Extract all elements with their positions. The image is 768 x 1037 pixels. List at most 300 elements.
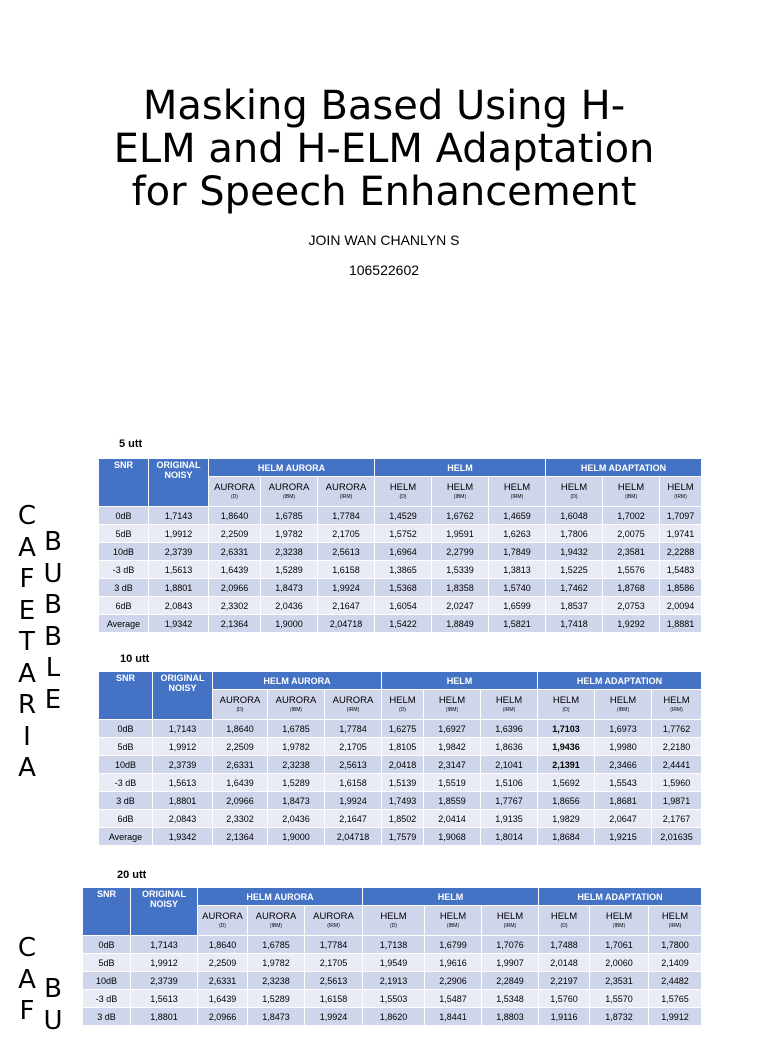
title-line: for Speech Enhancement bbox=[0, 171, 768, 214]
value-cell: 2,3739 bbox=[131, 972, 198, 990]
value-cell: 1,5139 bbox=[382, 774, 424, 792]
value-cell: 1,7806 bbox=[546, 525, 603, 543]
subheader-main: HELM bbox=[652, 695, 701, 707]
value-cell: 1,6263 bbox=[489, 525, 546, 543]
value-cell: 1,5613 bbox=[153, 774, 213, 792]
header-group: HELM bbox=[363, 888, 539, 906]
subheader-mask: (IRM) bbox=[482, 923, 538, 930]
value-cell: 1,9912 bbox=[149, 525, 209, 543]
value-cell: 1,9842 bbox=[424, 738, 481, 756]
subheader-main: HELM bbox=[538, 695, 594, 707]
value-cell: 1,6158 bbox=[318, 561, 375, 579]
snr-cell: 0dB bbox=[99, 720, 153, 738]
letter: U bbox=[42, 1006, 64, 1037]
table-row bbox=[99, 828, 702, 846]
value-cell: 1,5692 bbox=[538, 774, 595, 792]
header-group: HELM AURORA bbox=[198, 888, 363, 906]
value-cell: 1,8636 bbox=[481, 738, 538, 756]
results-table bbox=[98, 671, 702, 846]
value-cell: 1,8502 bbox=[382, 810, 424, 828]
value-cell: 1,8801 bbox=[149, 579, 209, 597]
value-cell: 1,8105 bbox=[382, 738, 424, 756]
value-cell: 2,5613 bbox=[325, 756, 382, 774]
header-group: HELM ADAPTATION bbox=[539, 888, 702, 906]
letter: E bbox=[16, 596, 38, 628]
value-cell: 1,5106 bbox=[481, 774, 538, 792]
value-cell: 2,6331 bbox=[209, 543, 261, 561]
subheader-cell bbox=[363, 906, 425, 936]
letter: A bbox=[16, 965, 38, 997]
subheader-cell bbox=[538, 690, 595, 720]
value-cell: 1,9829 bbox=[538, 810, 595, 828]
header-row bbox=[99, 459, 702, 477]
subheader-mask: (IBM) bbox=[268, 707, 324, 714]
table-row bbox=[99, 615, 702, 633]
value-cell: 1,5613 bbox=[131, 990, 198, 1008]
value-cell: 1,9292 bbox=[603, 615, 660, 633]
value-cell: 1,6762 bbox=[432, 507, 489, 525]
value-cell: 2,0436 bbox=[261, 597, 318, 615]
value-cell: 2,1705 bbox=[318, 525, 375, 543]
letter: L bbox=[42, 653, 64, 685]
value-cell: 1,6599 bbox=[489, 597, 546, 615]
subheader-mask: (IBM) bbox=[425, 923, 481, 930]
header-group: HELM ADAPTATION bbox=[546, 459, 702, 477]
value-cell: 1,8640 bbox=[198, 936, 248, 954]
value-cell: 1,4529 bbox=[375, 507, 432, 525]
value-cell: 1,8849 bbox=[432, 615, 489, 633]
value-cell: 1,9782 bbox=[261, 525, 318, 543]
value-cell: 2,0418 bbox=[382, 756, 424, 774]
value-cell: 1,3865 bbox=[375, 561, 432, 579]
value-cell: 2,0247 bbox=[432, 597, 489, 615]
table-row bbox=[83, 990, 702, 1008]
value-cell: 1,5487 bbox=[425, 990, 482, 1008]
subheader-cell bbox=[268, 690, 325, 720]
table-row bbox=[99, 774, 702, 792]
value-cell: 1,5289 bbox=[268, 774, 325, 792]
snr-cell: 3 dB bbox=[83, 1008, 131, 1026]
value-cell: 1,6048 bbox=[546, 507, 603, 525]
table-row bbox=[83, 936, 702, 954]
table-row bbox=[99, 543, 702, 561]
bubble-vertical-label bbox=[42, 527, 64, 716]
subheader-cell bbox=[424, 690, 481, 720]
value-cell: 2,3238 bbox=[261, 543, 318, 561]
value-cell: 1,8559 bbox=[424, 792, 481, 810]
value-cell: 1,7143 bbox=[153, 720, 213, 738]
letter: A bbox=[16, 659, 38, 691]
value-cell: 2,2180 bbox=[652, 738, 702, 756]
subheader-cell bbox=[213, 690, 268, 720]
table-row bbox=[83, 1008, 702, 1026]
value-cell: 2,2509 bbox=[213, 738, 268, 756]
value-cell: 2,3238 bbox=[268, 756, 325, 774]
value-cell: 1,9342 bbox=[153, 828, 213, 846]
value-cell: 1,9549 bbox=[363, 954, 425, 972]
subheader-mask: (IRM) bbox=[325, 707, 381, 714]
value-cell: 1,8684 bbox=[538, 828, 595, 846]
table-row bbox=[99, 792, 702, 810]
letter: R bbox=[16, 690, 38, 722]
value-cell: 1,7462 bbox=[546, 579, 603, 597]
value-cell: 1,5765 bbox=[649, 990, 702, 1008]
subheader-cell bbox=[481, 690, 538, 720]
value-cell: 2,0647 bbox=[595, 810, 652, 828]
subheader-main: HELM bbox=[382, 695, 423, 707]
value-cell: 2,2509 bbox=[209, 525, 261, 543]
value-cell: 1,5570 bbox=[590, 990, 649, 1008]
value-cell: 2,4441 bbox=[652, 756, 702, 774]
table-label: 20 utt bbox=[117, 869, 146, 881]
value-cell: 1,9068 bbox=[424, 828, 481, 846]
subheader-mask: (IRM) bbox=[649, 923, 701, 930]
value-cell: 1,5289 bbox=[261, 561, 318, 579]
value-cell: 1,9616 bbox=[425, 954, 482, 972]
author-name: JOIN WAN CHANLYN S bbox=[0, 232, 768, 248]
header-original-noisy: ORIGINAL NOISY bbox=[149, 459, 209, 507]
value-cell: 1,9782 bbox=[268, 738, 325, 756]
subheader-main: HELM bbox=[590, 911, 648, 923]
value-cell: 1,9215 bbox=[595, 828, 652, 846]
value-cell: 2,6331 bbox=[213, 756, 268, 774]
subheader-main: AURORA bbox=[209, 482, 260, 494]
snr-cell: 0dB bbox=[83, 936, 131, 954]
value-cell: 1,7138 bbox=[363, 936, 425, 954]
value-cell: 2,0436 bbox=[268, 810, 325, 828]
header-row bbox=[99, 672, 702, 690]
snr-cell: 3 dB bbox=[99, 579, 149, 597]
snr-cell: 6dB bbox=[99, 810, 153, 828]
subheader-main: HELM bbox=[481, 695, 537, 707]
value-cell: 1,9741 bbox=[660, 525, 702, 543]
subheader-mask: (IBM) bbox=[603, 494, 659, 501]
subheader-main: HELM bbox=[603, 482, 659, 494]
value-cell: 1,5422 bbox=[375, 615, 432, 633]
header-group: HELM ADAPTATION bbox=[538, 672, 702, 690]
value-cell: 1,8681 bbox=[595, 792, 652, 810]
value-cell: 1,6785 bbox=[268, 720, 325, 738]
value-cell: 1,5960 bbox=[652, 774, 702, 792]
subheader-cell bbox=[325, 690, 382, 720]
value-cell: 1,8441 bbox=[425, 1008, 482, 1026]
snr-cell: 10dB bbox=[99, 543, 149, 561]
subheader-mask: (IRM) bbox=[305, 923, 362, 930]
table-row bbox=[99, 597, 702, 615]
value-cell: 2,2799 bbox=[432, 543, 489, 561]
value-cell: 1,3813 bbox=[489, 561, 546, 579]
subheader-main: HELM bbox=[595, 695, 651, 707]
value-cell: 2,1705 bbox=[325, 738, 382, 756]
subheader-main: HELM bbox=[546, 482, 602, 494]
header-group: HELM bbox=[382, 672, 538, 690]
value-cell: 1,5821 bbox=[489, 615, 546, 633]
value-cell: 1,9871 bbox=[652, 792, 702, 810]
value-cell: 1,5483 bbox=[660, 561, 702, 579]
header-row bbox=[83, 888, 702, 906]
value-cell: 1,8801 bbox=[131, 1008, 198, 1026]
table-label: 10 utt bbox=[120, 653, 149, 665]
subheader-main: AURORA bbox=[198, 911, 247, 923]
value-cell: 1,9912 bbox=[131, 954, 198, 972]
subheader-cell bbox=[539, 906, 590, 936]
subheader-cell bbox=[595, 690, 652, 720]
value-cell: 1,5368 bbox=[375, 579, 432, 597]
subheader-main: HELM bbox=[432, 482, 488, 494]
subheader-cell bbox=[482, 906, 539, 936]
value-cell: 1,9912 bbox=[153, 738, 213, 756]
value-cell: 2,2509 bbox=[198, 954, 248, 972]
letter: F bbox=[16, 996, 38, 1028]
subheader-mask: (IRM) bbox=[652, 707, 701, 714]
value-cell: 1,6785 bbox=[261, 507, 318, 525]
value-cell: 2,3466 bbox=[595, 756, 652, 774]
table-row bbox=[99, 525, 702, 543]
value-cell: 2,0094 bbox=[660, 597, 702, 615]
value-cell: 2,1913 bbox=[363, 972, 425, 990]
subheader-cell bbox=[209, 477, 261, 507]
subheader-main: HELM bbox=[489, 482, 545, 494]
letter: I bbox=[16, 722, 38, 754]
letter: A bbox=[16, 533, 38, 565]
header-group: HELM AURORA bbox=[209, 459, 375, 477]
value-cell: 1,5225 bbox=[546, 561, 603, 579]
letter: T bbox=[16, 627, 38, 659]
value-cell: 1,8881 bbox=[660, 615, 702, 633]
value-cell: 1,7767 bbox=[481, 792, 538, 810]
value-cell: 2,0843 bbox=[149, 597, 209, 615]
value-cell: 1,8586 bbox=[660, 579, 702, 597]
subheader-cell bbox=[425, 906, 482, 936]
value-cell: 1,5348 bbox=[482, 990, 539, 1008]
value-cell: 2,1364 bbox=[213, 828, 268, 846]
value-cell: 1,8620 bbox=[363, 1008, 425, 1026]
letter: C bbox=[16, 933, 38, 965]
value-cell: 1,7143 bbox=[131, 936, 198, 954]
header-original-noisy: ORIGINAL NOISY bbox=[153, 672, 213, 720]
lower-cafetaria-vertical-label bbox=[16, 933, 38, 1028]
value-cell: 1,8640 bbox=[209, 507, 261, 525]
snr-cell: 0dB bbox=[99, 507, 149, 525]
value-cell: 1,6973 bbox=[595, 720, 652, 738]
value-cell: 2,3238 bbox=[248, 972, 305, 990]
value-cell: 1,7784 bbox=[325, 720, 382, 738]
subheader-cell bbox=[652, 690, 702, 720]
subheader-mask: (IBM) bbox=[424, 707, 480, 714]
value-cell: 2,0966 bbox=[213, 792, 268, 810]
value-cell: 2,1647 bbox=[325, 810, 382, 828]
value-cell: 1,9000 bbox=[268, 828, 325, 846]
value-cell: 1,7143 bbox=[149, 507, 209, 525]
letter: B bbox=[42, 590, 64, 622]
subheader-mask: (D) bbox=[382, 707, 423, 714]
value-cell: 2,3302 bbox=[213, 810, 268, 828]
subheader-main: AURORA bbox=[248, 911, 304, 923]
subheader-mask: (D) bbox=[375, 494, 431, 501]
table-row bbox=[99, 561, 702, 579]
student-id: 106522602 bbox=[0, 262, 768, 278]
value-cell: 2,0966 bbox=[198, 1008, 248, 1026]
subheader-mask: (IBM) bbox=[595, 707, 651, 714]
subheader-cell bbox=[198, 906, 248, 936]
table-label: 5 utt bbox=[119, 438, 142, 450]
subheader-cell bbox=[603, 477, 660, 507]
value-cell: 1,6158 bbox=[305, 990, 363, 1008]
letter: B bbox=[42, 527, 64, 559]
snr-cell: 10dB bbox=[83, 972, 131, 990]
header-snr: SNR bbox=[83, 888, 131, 936]
table-row bbox=[99, 756, 702, 774]
value-cell: 1,6927 bbox=[424, 720, 481, 738]
value-cell: 1,7800 bbox=[649, 936, 702, 954]
value-cell: 2,6331 bbox=[198, 972, 248, 990]
subheader-cell bbox=[660, 477, 702, 507]
subheader-cell bbox=[489, 477, 546, 507]
value-cell: 2,3581 bbox=[603, 543, 660, 561]
value-cell: 1,6158 bbox=[325, 774, 382, 792]
letter: A bbox=[16, 753, 38, 785]
subheader-main: AURORA bbox=[318, 482, 374, 494]
value-cell: 1,8640 bbox=[213, 720, 268, 738]
value-cell: 2,3739 bbox=[149, 543, 209, 561]
table-row bbox=[99, 738, 702, 756]
subheader-main: AURORA bbox=[213, 695, 267, 707]
value-cell: 2,1767 bbox=[652, 810, 702, 828]
header-original-noisy: ORIGINAL NOISY bbox=[131, 888, 198, 936]
snr-cell: Average bbox=[99, 828, 153, 846]
subheader-mask: (IRM) bbox=[660, 494, 701, 501]
value-cell: 2,2197 bbox=[539, 972, 590, 990]
value-cell: 1,6396 bbox=[481, 720, 538, 738]
value-cell: 1,7097 bbox=[660, 507, 702, 525]
subheader-mask: (D) bbox=[209, 494, 260, 501]
snr-cell: Average bbox=[99, 615, 149, 633]
value-cell: 2,1409 bbox=[649, 954, 702, 972]
value-cell: 1,6439 bbox=[198, 990, 248, 1008]
value-cell: 1,8473 bbox=[268, 792, 325, 810]
header-snr: SNR bbox=[99, 672, 153, 720]
value-cell: 1,9907 bbox=[482, 954, 539, 972]
table-row bbox=[99, 579, 702, 597]
value-cell: 2,3302 bbox=[209, 597, 261, 615]
value-cell: 2,2849 bbox=[482, 972, 539, 990]
value-cell: 1,7061 bbox=[590, 936, 649, 954]
value-cell: 2,0148 bbox=[539, 954, 590, 972]
value-cell: 1,8358 bbox=[432, 579, 489, 597]
letter: B bbox=[42, 974, 64, 1006]
value-cell: 2,2906 bbox=[425, 972, 482, 990]
header-snr: SNR bbox=[99, 459, 149, 507]
value-cell: 1,9980 bbox=[595, 738, 652, 756]
snr-cell: 5dB bbox=[99, 525, 149, 543]
subheader-cell bbox=[546, 477, 603, 507]
value-cell: 1,6054 bbox=[375, 597, 432, 615]
value-cell: 1,8537 bbox=[546, 597, 603, 615]
subheader-cell bbox=[432, 477, 489, 507]
value-cell: 1,5760 bbox=[539, 990, 590, 1008]
value-cell: 1,9924 bbox=[305, 1008, 363, 1026]
header-group: HELM AURORA bbox=[213, 672, 382, 690]
value-cell: 1,9432 bbox=[546, 543, 603, 561]
cafetaria-vertical-label bbox=[16, 501, 38, 785]
value-cell: 1,9924 bbox=[325, 792, 382, 810]
value-cell: 1,6439 bbox=[213, 774, 268, 792]
subheader-mask: (D) bbox=[198, 923, 247, 930]
subheader-cell bbox=[382, 690, 424, 720]
subheader-main: HELM bbox=[424, 695, 480, 707]
value-cell: 1,7103 bbox=[538, 720, 595, 738]
value-cell: 1,5543 bbox=[595, 774, 652, 792]
value-cell: 2,1364 bbox=[209, 615, 261, 633]
subheader-cell bbox=[375, 477, 432, 507]
results-table bbox=[98, 458, 702, 633]
value-cell: 1,5740 bbox=[489, 579, 546, 597]
value-cell: 1,5576 bbox=[603, 561, 660, 579]
value-cell: 2,3531 bbox=[590, 972, 649, 990]
value-cell: 1,9000 bbox=[261, 615, 318, 633]
value-cell: 1,5519 bbox=[424, 774, 481, 792]
value-cell: 1,6964 bbox=[375, 543, 432, 561]
subheader-cell bbox=[318, 477, 375, 507]
subheader-main: HELM bbox=[539, 911, 589, 923]
table-row bbox=[99, 720, 702, 738]
letter: F bbox=[16, 564, 38, 596]
value-cell: 2,1647 bbox=[318, 597, 375, 615]
value-cell: 1,7488 bbox=[539, 936, 590, 954]
subheader-mask: (IBM) bbox=[432, 494, 488, 501]
value-cell: 1,8732 bbox=[590, 1008, 649, 1026]
value-cell: 2,2288 bbox=[660, 543, 702, 561]
snr-cell: 6dB bbox=[99, 597, 149, 615]
value-cell: 2,0414 bbox=[424, 810, 481, 828]
value-cell: 1,5503 bbox=[363, 990, 425, 1008]
subheader-main: HELM bbox=[425, 911, 481, 923]
letter: B bbox=[42, 622, 64, 654]
value-cell: 2,1041 bbox=[481, 756, 538, 774]
snr-cell: -3 dB bbox=[83, 990, 131, 1008]
snr-cell: 10dB bbox=[99, 756, 153, 774]
letter: C bbox=[16, 501, 38, 533]
value-cell: 1,9912 bbox=[649, 1008, 702, 1026]
value-cell: 1,7076 bbox=[482, 936, 539, 954]
value-cell: 1,7002 bbox=[603, 507, 660, 525]
subheader-main: AURORA bbox=[325, 695, 381, 707]
snr-cell: -3 dB bbox=[99, 561, 149, 579]
subheader-main: HELM bbox=[363, 911, 424, 923]
value-cell: 2,0060 bbox=[590, 954, 649, 972]
value-cell: 2,0075 bbox=[603, 525, 660, 543]
table-row bbox=[83, 972, 702, 990]
value-cell: 1,8473 bbox=[261, 579, 318, 597]
subheader-mask: (IRM) bbox=[481, 707, 537, 714]
subheader-mask: (D) bbox=[363, 923, 424, 930]
value-cell: 2,1391 bbox=[538, 756, 595, 774]
value-cell: 1,7849 bbox=[489, 543, 546, 561]
value-cell: 2,5613 bbox=[318, 543, 375, 561]
value-cell: 1,9342 bbox=[149, 615, 209, 633]
value-cell: 1,6439 bbox=[209, 561, 261, 579]
snr-cell: 3 dB bbox=[99, 792, 153, 810]
value-cell: 1,9924 bbox=[318, 579, 375, 597]
value-cell: 1,8656 bbox=[538, 792, 595, 810]
value-cell: 2,04718 bbox=[325, 828, 382, 846]
subheader-main: HELM bbox=[660, 482, 701, 494]
slide-title bbox=[0, 85, 768, 214]
subheader-cell bbox=[261, 477, 318, 507]
value-cell: 1,9782 bbox=[248, 954, 305, 972]
subheader-mask: (IRM) bbox=[489, 494, 545, 501]
subheader-mask: (D) bbox=[546, 494, 602, 501]
